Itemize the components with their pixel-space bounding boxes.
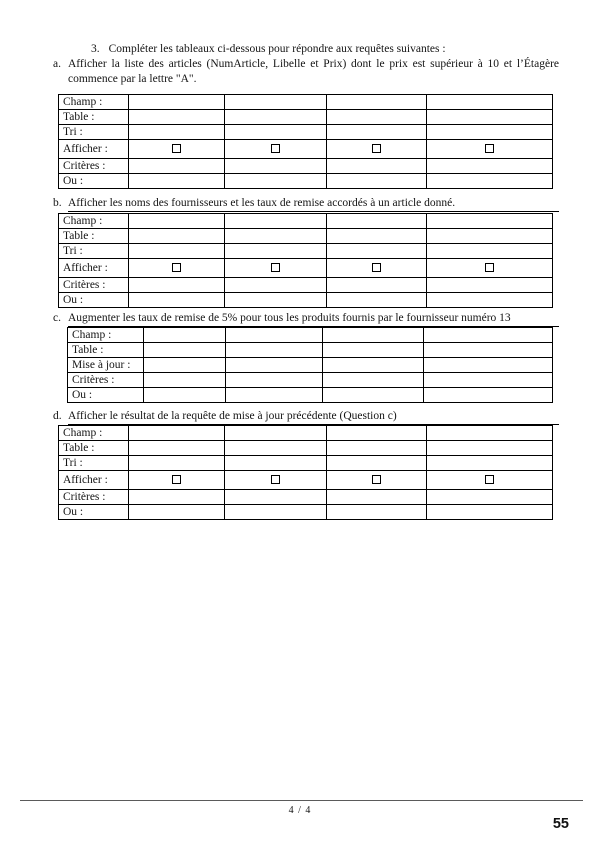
table-row (59, 229, 553, 244)
table-cell-empty (144, 358, 226, 373)
table-cell-empty (129, 441, 225, 456)
checkbox-icon (172, 475, 181, 484)
table-cell-empty (225, 456, 327, 471)
table-row-afficher (59, 140, 553, 159)
table-cell-empty (424, 328, 553, 343)
row-label-mise-a-jour: Mise à jour : (68, 358, 144, 373)
table-row (68, 343, 553, 358)
table-cell-empty (427, 244, 553, 259)
query-table-a (58, 94, 553, 189)
row-label-table: Table : (68, 343, 144, 358)
question-number: 3. (91, 43, 100, 55)
row-label-ou: Ou : (59, 505, 129, 520)
table-row (59, 95, 553, 110)
footer-page-indicator: 4 / 4 (288, 805, 312, 816)
table-row (59, 125, 553, 140)
table-cell-empty (327, 214, 427, 229)
table-cell-empty (424, 343, 553, 358)
row-label-champ: Champ : (68, 328, 144, 343)
checkbox-icon (372, 475, 381, 484)
table-cell-empty (129, 125, 225, 140)
table-cell-empty (225, 278, 327, 293)
table-cell-empty (427, 95, 553, 110)
checkbox-icon (271, 144, 280, 153)
table-row (68, 388, 553, 403)
table-row (59, 426, 553, 441)
table-row (59, 244, 553, 259)
section-b-heading (53, 196, 559, 212)
table-cell-empty (327, 174, 427, 189)
row-label-afficher: Afficher : (59, 471, 129, 490)
table-row (59, 214, 553, 229)
table-cell-checkbox (427, 140, 553, 159)
table-cell-empty (327, 229, 427, 244)
table-cell-empty (424, 388, 553, 403)
table-cell-empty (225, 244, 327, 259)
table-cell-checkbox (129, 259, 225, 278)
table-cell-empty (327, 159, 427, 174)
table-row (59, 110, 553, 125)
table-cell-empty (225, 110, 327, 125)
section-d-letter: d. (53, 410, 62, 422)
checkbox-icon (172, 144, 181, 153)
table-cell-empty (225, 125, 327, 140)
section-b-text: Afficher les noms des fournisseurs et les taux de remise accordés à un article donné. (68, 196, 559, 212)
row-label-tri: Tri : (59, 125, 129, 140)
table-row-afficher (59, 471, 553, 490)
table-cell-empty (129, 229, 225, 244)
checkbox-icon (485, 263, 494, 272)
table-cell-empty (129, 278, 225, 293)
table-cell-empty (427, 505, 553, 520)
table-cell-empty (323, 373, 424, 388)
checkbox-icon (372, 263, 381, 272)
table-row (59, 505, 553, 520)
question-heading (91, 42, 446, 57)
table-cell-empty (427, 456, 553, 471)
checkbox-icon (485, 475, 494, 484)
table-row (59, 174, 553, 189)
table-cell-empty (427, 174, 553, 189)
table-row (68, 358, 553, 373)
table-cell-checkbox (225, 140, 327, 159)
table-cell-checkbox (427, 471, 553, 490)
section-a-text: Afficher la liste des articles (NumArticle, Libelle et Prix) dont le prix est supérieur à 10 et l’Étagère commence par la lettre "A". (68, 58, 559, 85)
table-cell-empty (144, 373, 226, 388)
section-c-heading (53, 311, 559, 327)
table-cell-checkbox (327, 471, 427, 490)
table-cell-empty (225, 293, 327, 308)
table-cell-empty (327, 505, 427, 520)
table-cell-empty (323, 328, 424, 343)
table-row (68, 328, 553, 343)
question-text: Compléter les tableaux ci-dessous pour répondre aux requêtes suivantes : (108, 43, 446, 55)
table-row-afficher (59, 259, 553, 278)
row-label-criteres: Critères : (59, 490, 129, 505)
table-cell-empty (226, 388, 323, 403)
table-row (59, 278, 553, 293)
table-cell-empty (427, 426, 553, 441)
table-row (59, 441, 553, 456)
table-row (59, 456, 553, 471)
table-cell-empty (129, 490, 225, 505)
table-cell-empty (129, 174, 225, 189)
row-label-ou: Ou : (59, 293, 129, 308)
table-cell-empty (226, 343, 323, 358)
row-label-afficher: Afficher : (59, 140, 129, 159)
table-cell-empty (226, 328, 323, 343)
checkbox-icon (271, 475, 280, 484)
row-label-champ: Champ : (59, 214, 129, 229)
row-label-table: Table : (59, 229, 129, 244)
table-cell-empty (129, 110, 225, 125)
section-b-letter: b. (53, 197, 62, 209)
section-d-heading (53, 409, 559, 425)
row-label-table: Table : (59, 441, 129, 456)
table-cell-empty (327, 110, 427, 125)
footer-divider (20, 800, 583, 801)
table-cell-empty (144, 328, 226, 343)
table-cell-empty (327, 125, 427, 140)
table-cell-empty (427, 214, 553, 229)
table-cell-empty (144, 343, 226, 358)
section-a-letter: a. (53, 58, 61, 70)
row-label-tri: Tri : (59, 456, 129, 471)
table-cell-checkbox (129, 471, 225, 490)
table-row (59, 490, 553, 505)
table-cell-empty (427, 110, 553, 125)
table-cell-empty (427, 125, 553, 140)
table-cell-empty (327, 293, 427, 308)
table-cell-checkbox (129, 140, 225, 159)
table-cell-empty (323, 343, 424, 358)
row-label-tri: Tri : (59, 244, 129, 259)
row-label-criteres: Critères : (68, 373, 144, 388)
checkbox-icon (372, 144, 381, 153)
query-table-b (58, 213, 553, 308)
section-c-text: Augmenter les taux de remise de 5% pour tous les produits fournis par le fournisseur numéro 13 (68, 311, 559, 327)
table-cell-empty (129, 505, 225, 520)
row-label-criteres: Critères : (59, 159, 129, 174)
table-cell-checkbox (225, 471, 327, 490)
query-table-d (58, 425, 553, 520)
row-label-afficher: Afficher : (59, 259, 129, 278)
table-cell-empty (225, 229, 327, 244)
table-cell-empty (129, 456, 225, 471)
table-cell-empty (327, 426, 427, 441)
table-cell-empty (226, 373, 323, 388)
update-table-c (67, 327, 553, 403)
row-label-table: Table : (59, 110, 129, 125)
table-cell-empty (144, 388, 226, 403)
table-cell-checkbox (327, 259, 427, 278)
table-cell-empty (225, 505, 327, 520)
table-cell-empty (129, 95, 225, 110)
table-cell-empty (427, 159, 553, 174)
table-cell-empty (327, 441, 427, 456)
table-row (59, 159, 553, 174)
table-cell-empty (327, 95, 427, 110)
table-cell-empty (427, 441, 553, 456)
row-label-champ: Champ : (59, 95, 129, 110)
table-cell-empty (129, 214, 225, 229)
table-cell-empty (225, 426, 327, 441)
section-d-text: Afficher le résultat de la requête de mise à jour précédente (Question c) (68, 409, 559, 425)
section-c-letter: c. (53, 312, 61, 324)
checkbox-icon (172, 263, 181, 272)
table-cell-empty (427, 229, 553, 244)
table-cell-empty (327, 490, 427, 505)
table-cell-empty (129, 244, 225, 259)
row-label-ou: Ou : (59, 174, 129, 189)
row-label-ou: Ou : (68, 388, 144, 403)
table-cell-empty (225, 214, 327, 229)
table-row (59, 293, 553, 308)
table-cell-empty (427, 293, 553, 308)
row-label-champ: Champ : (59, 426, 129, 441)
table-row (68, 373, 553, 388)
table-cell-empty (327, 244, 427, 259)
table-cell-empty (323, 358, 424, 373)
table-cell-empty (225, 95, 327, 110)
section-a-heading (53, 57, 559, 87)
table-cell-empty (424, 373, 553, 388)
row-label-criteres: Critères : (59, 278, 129, 293)
table-cell-empty (225, 174, 327, 189)
table-cell-checkbox (327, 140, 427, 159)
table-cell-empty (323, 388, 424, 403)
table-cell-empty (129, 159, 225, 174)
page-number: 55 (552, 816, 569, 832)
table-cell-empty (129, 293, 225, 308)
checkbox-icon (485, 144, 494, 153)
table-cell-empty (226, 358, 323, 373)
table-cell-empty (225, 159, 327, 174)
table-cell-empty (424, 358, 553, 373)
table-cell-empty (129, 426, 225, 441)
table-cell-empty (225, 490, 327, 505)
table-cell-checkbox (427, 259, 553, 278)
table-cell-empty (327, 278, 427, 293)
table-cell-empty (225, 441, 327, 456)
table-cell-checkbox (225, 259, 327, 278)
table-cell-empty (327, 456, 427, 471)
table-cell-empty (427, 278, 553, 293)
checkbox-icon (271, 263, 280, 272)
table-cell-empty (427, 490, 553, 505)
